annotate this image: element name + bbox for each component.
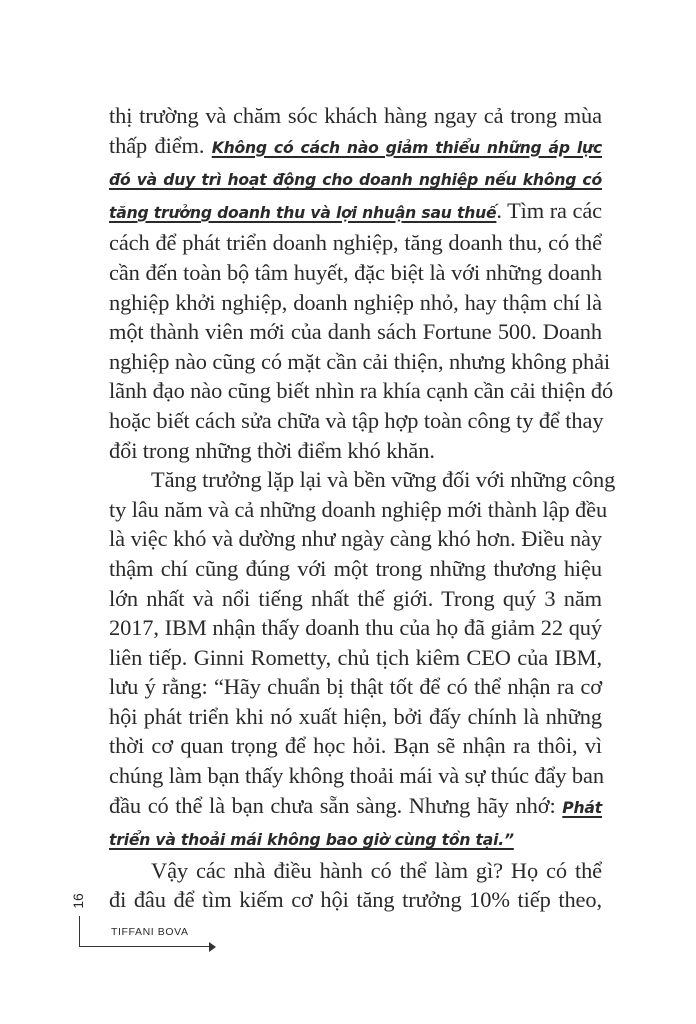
- paragraph-first-line: Vậy các nhà điều hành có thể làm gì? Họ có thể: [151, 857, 602, 883]
- highlighted-quote: đó và duy trì hoạt động cho doanh nghiệp nếu không có: [109, 171, 602, 190]
- text-line: đi đâu để tìm kiếm cơ hội tăng trưởng 10% tiếp theo,: [109, 887, 602, 913]
- text-segment: thấp điểm.: [109, 132, 205, 158]
- body-text: [109, 101, 616, 915]
- author-name: TIFFANI BOVA: [111, 926, 189, 938]
- text-line: hội phát triển khi nó xuất hiện, bởi đấy chính là những: [109, 703, 602, 729]
- text-line: nghiệp nào cũng có mặt cần cải thiện, nhưng không phải: [109, 348, 611, 374]
- text-segment: . Tìm ra các: [496, 197, 602, 223]
- text-line: thời cơ quan trọng để học hỏi. Bạn sẽ nhận ra thôi, vì: [109, 733, 602, 759]
- footer-horizontal-rule: [79, 946, 212, 947]
- text-line: cần đến toàn bộ tâm huyết, đặc biệt là với những doanh: [109, 259, 602, 285]
- text-line: [109, 791, 602, 824]
- highlighted-quote: Phát: [562, 798, 602, 817]
- text-line: lãnh đạo nào cũng biết nhìn ra khía cạnh cần cải thiện đó: [109, 378, 614, 404]
- text-line: thị trường và chăm sóc khách hàng ngay cả trong mùa: [109, 103, 602, 128]
- arrow-right-icon: [209, 942, 216, 952]
- text-line: [109, 131, 602, 164]
- text-line: hoặc biết cách sửa chữa và tập hợp toàn công ty để thay: [109, 407, 604, 433]
- text-line: [109, 163, 602, 196]
- text-line: lớn nhất và nổi tiếng nhất thế giới. Trong quý 3 năm: [109, 585, 602, 611]
- highlighted-quote: tăng trưởng doanh thu và lợi nhuận sau thuế: [109, 203, 497, 222]
- text-line: lưu ý rằng: “Hãy chuẩn bị thật tốt để có thể nhận ra cơ: [109, 674, 602, 700]
- paragraph-first-line: Tăng trưởng lặp lại và bền vững đối với những công: [151, 467, 616, 493]
- text-line: ty lâu năm và cả những doanh nghiệp mới thành lập đều: [109, 496, 608, 522]
- text-line: [109, 823, 602, 856]
- text-line: chúng làm bạn thấy không thoải mái và sự thúc đẩy ban: [109, 763, 604, 789]
- page-number: 16: [70, 893, 86, 909]
- text-segment: đầu có thể là bạn chưa sẵn sàng. Nhưng hãy nhớ:: [109, 792, 556, 818]
- text-line: [109, 196, 602, 229]
- text-line: là việc khó và dường như ngày càng khó hơn. Điều này: [109, 526, 602, 552]
- text-line: thậm chí cũng đúng với một trong những thương hiệu: [109, 555, 602, 581]
- footer-vertical-rule: [79, 916, 80, 947]
- highlighted-quote: Không có cách nào giảm thiểu những áp lực: [211, 138, 603, 157]
- text-line: đổi trong những thời điểm khó khăn.: [109, 437, 435, 463]
- text-line: cách để phát triển doanh nghiệp, tăng doanh thu, có thể: [109, 230, 602, 256]
- text-line: một thành viên mới của danh sách Fortune 500. Doanh: [109, 319, 602, 345]
- text-line: 2017, IBM nhận thấy doanh thu của họ đã giảm 22 quý: [109, 615, 602, 641]
- text-line: nghiệp khởi nghiệp, doanh nghiệp nhỏ, hay thậm chí là: [109, 289, 602, 315]
- text-line: liên tiếp. Ginni Rometty, chủ tịch kiêm CEO của IBM,: [109, 644, 602, 670]
- highlighted-quote: triển và thoải mái không bao giờ cùng tồn tại.”: [109, 831, 514, 850]
